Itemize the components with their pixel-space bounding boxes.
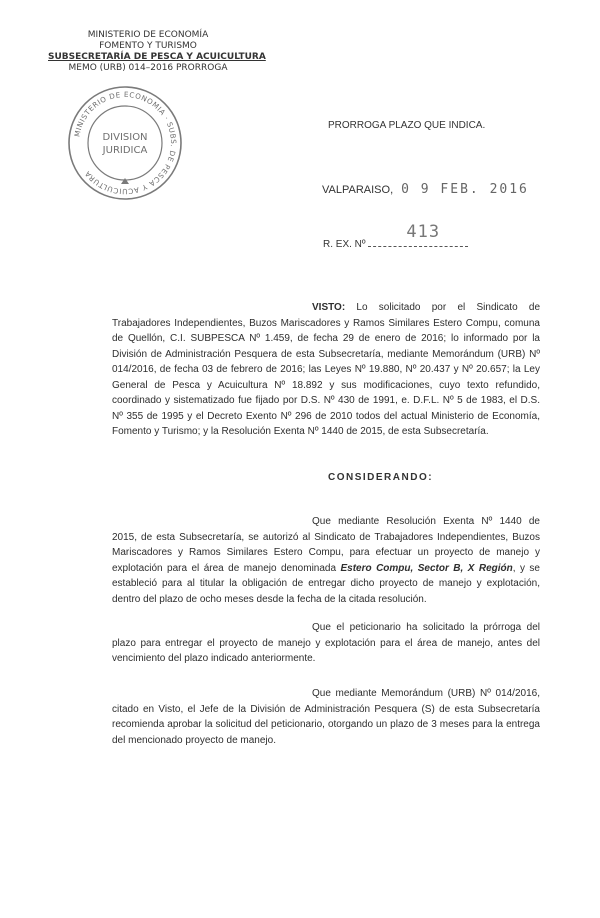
letterhead (48, 30, 266, 74)
area-name-emphasis: Estero Compu, Sector B, X Región (340, 562, 513, 574)
considerando-paragraph-3: Que mediante Memorándum (URB) Nº 014/2016, citado en Visto, el Jefe de la División de Administración Pesquera (S) de esta Subsecretaría recomienda aprobar la solicitud del peticionario, otorgando un plazo de 3 meses para la entrega del mencionado proyecto de manejo. (112, 688, 540, 746)
resolution-number: 413 (406, 222, 441, 242)
division-juridica-seal (66, 84, 184, 202)
seal-star-icon (121, 178, 129, 184)
visto-text: Lo solicitado por el Sindicato de Trabajadores Independientes, Buzos Mariscadores y Ramos Similares Estero Compu, comuna de Quellón, C.I. SUBPESCA Nº 1.459, de fecha 29 de enero de 2016; lo informado por la División de Administración Pesquera de esta Subsecretaría, mediante Memorándum (URB) Nº 014/2016, de fecha 03 de febrero de 2016; las Leyes Nº 19.880, Nº 20.437 y Nº 20.657; la Ley General de Pesca y Acuicultura Nº 18.892 y sus modificaciones, cuyo texto refundido, coordinado y sistematizado fue fijado por D.S. Nº 430 de 1991, e. D.F.L. Nº 5 de 1983, el D.S. Nº 355 de 1995 y el Decreto Exento Nº 296 de 2010 todos del actual Ministerio de Economía, Fomento y Turismo; y la Resolución Exenta Nº 1440 de 2015, de esta Subsecretaría. (112, 302, 541, 437)
visto-label: VISTO: (312, 302, 346, 313)
ministry-subtitle: FOMENTO Y TURISMO (99, 41, 197, 51)
seal-center-line2: JURIDICA (102, 145, 148, 156)
resolution-label: R. EX. Nº (323, 239, 366, 250)
date-stamp: 0 9 FEB. 2016 (401, 182, 529, 197)
visto-paragraph (112, 300, 540, 440)
resolution-number-line (323, 222, 468, 250)
date-place: VALPARAISO, (322, 184, 394, 196)
seal-center-line1: DIVISION (102, 132, 148, 143)
date-line (322, 182, 529, 197)
memo-reference: MEMO (URB) 014–2016 PRORROGA (68, 63, 228, 73)
document-subject: PRORROGA PLAZO QUE INDICA. (328, 120, 486, 131)
ministry-name: MINISTERIO DE ECONOMÍA (87, 30, 209, 40)
considerando-heading: CONSIDERANDO: (328, 472, 434, 483)
seal-ring-text: MINISTERIO DE ECONOMIA · SUBS. DE PESCA Y ACUICULTURA (72, 89, 179, 197)
considerando-paragraph-1: Que mediante Resolución Exenta Nº 1440 de 2015, de esta Subsecretaría, se autorizó al Sindicato de Trabajadores Independientes, Buzos Mariscadores y Ramos Similares Estero Compu, para efectuar un proyecto de manejo y explotación para el área de manejo denominada Estero Compu, Sector B, X Región, y se estableció para al titular la obligación de entregar dicho proyecto de manejo y explotación, dentro del plazo de ocho meses desde la fecha de la citada resolución. (112, 516, 540, 605)
considerando-paragraph-2: Que el peticionario ha solicitado la prórroga del plazo para entregar el proyecto de manejo y explotación para el área de manejo, antes del vencimiento del plazo indicado anteriormente. (112, 622, 540, 664)
undersecretariat-name: SUBSECRETARÍA DE PESCA Y ACUICULTURA (48, 52, 266, 62)
